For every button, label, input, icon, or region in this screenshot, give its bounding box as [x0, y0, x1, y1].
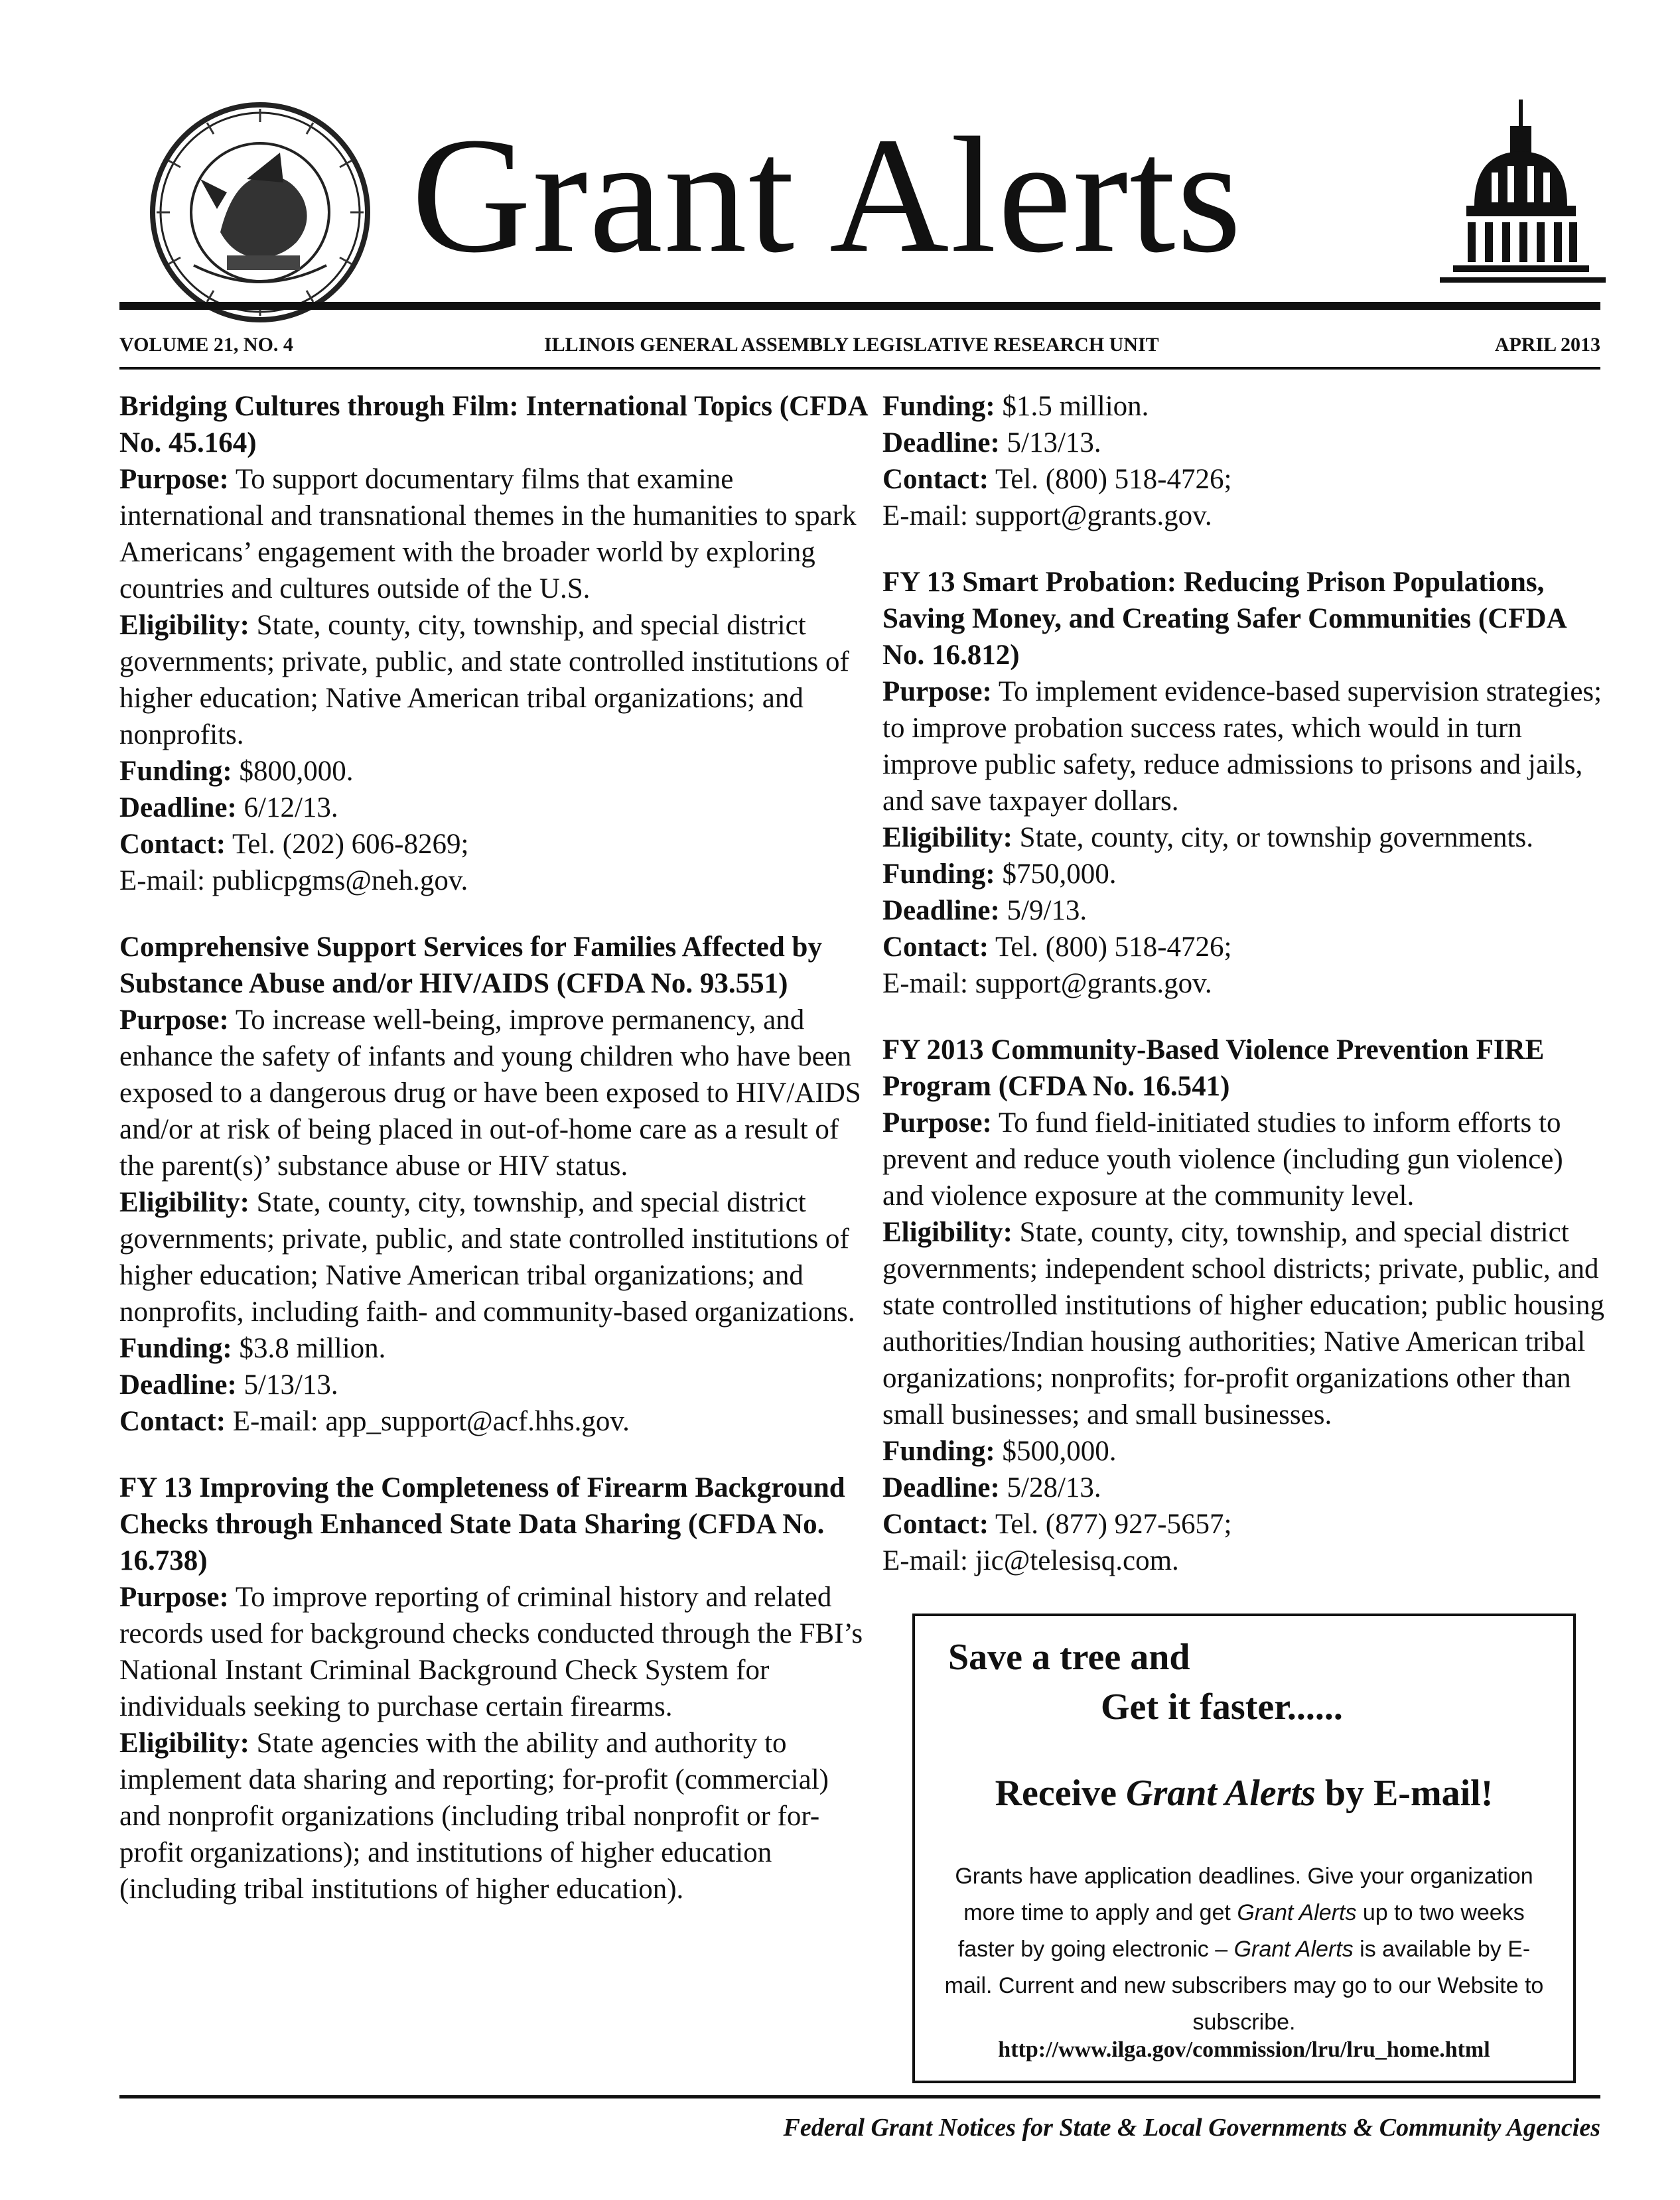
publication-title: Grant Alerts — [411, 103, 1243, 287]
issue-info-bar — [119, 328, 1600, 362]
grant-deadline: Deadline: 5/28/13. — [882, 1472, 1101, 1503]
grant-contact: Contact: Tel. (877) 927-5657; — [882, 1509, 1232, 1540]
grant-funding: Funding: $1.5 million. — [882, 391, 1149, 422]
volume-number: VOLUME 21, NO. 4 — [119, 334, 293, 356]
grant-title: FY 13 Smart Probation: Reducing Prison Populations, Saving Money, and Creating Safer Communities (CFDA No. 16.812) — [882, 567, 1566, 671]
grant-eligibility: Eligibility: State, county, city, or township governments. — [882, 822, 1533, 853]
grant-contact: Contact: Tel. (800) 518-4726; — [882, 931, 1232, 963]
state-seal-icon — [147, 100, 373, 325]
grant-eligibility: Eligibility: State, county, city, township, and special district governments; private, public, and state controlled institutions of higher education; Native American tribal organizations; and nonprofits, including faith- and community-based organizations. — [119, 1187, 855, 1328]
promo-line-2: Get it faster...... — [1101, 1686, 1343, 1728]
grant-deadline: Deadline: 5/9/13. — [882, 895, 1087, 926]
grant-deadline: Deadline: 5/13/13. — [119, 1369, 338, 1401]
grant-contact: Contact: E-mail: app_support@acf.hhs.gov. — [119, 1406, 630, 1437]
grant-funding: Funding: $500,000. — [882, 1436, 1117, 1467]
grant-title: FY 2013 Community-Based Violence Prevention FIRE Program (CFDA No. 16.541) — [882, 1034, 1545, 1102]
grant-entry-continued — [882, 388, 1609, 534]
footer-rule — [119, 2095, 1600, 2098]
grant-eligibility: Eligibility: State, county, city, township, and special district governments; independent school districts; private, public, and state controlled institutions of higher education; public housing authorities/Indian housing authorities; Native American tribal organizations; nonprofits; for-profit organizations other than small businesses; and small businesses. — [882, 1217, 1604, 1430]
issue-date: APRIL 2013 — [1494, 334, 1600, 356]
promo-headline: Receive Grant Alerts by E-mail! — [995, 1773, 1494, 1814]
grant-contact: Contact: Tel. (202) 606-8269; — [119, 829, 469, 860]
grant-email: E-mail: support@grants.gov. — [882, 968, 1212, 999]
grant-title: Bridging Cultures through Film: International Topics (CFDA No. 45.164) — [119, 391, 867, 458]
grant-eligibility: Eligibility: State, county, city, township, and special district governments; private, public, and state controlled institutions of higher education; Native American tribal organizations; and nonprofits. — [119, 610, 849, 750]
grant-funding: Funding: $750,000. — [882, 859, 1117, 890]
grant-contact: Contact: Tel. (800) 518-4726; — [882, 464, 1232, 495]
promo-body: Grants have application deadlines. Give your organization more time to apply and get Grant Alerts up to two weeks faster by going electronic – Grant Alerts is available by E-mail. Current and new subscribers may go to our Website to subscribe. — [944, 1864, 1544, 2035]
grant-entry — [119, 929, 873, 1440]
grant-entry — [119, 1470, 873, 1907]
grant-entry — [119, 388, 873, 899]
grant-entry — [882, 1032, 1609, 1579]
publisher-name: ILLINOIS GENERAL ASSEMBLY LEGISLATIVE RESEARCH UNIT — [544, 334, 1159, 356]
masthead — [0, 0, 1680, 312]
grant-deadline: Deadline: 6/12/13. — [119, 792, 338, 823]
grant-purpose: Purpose: To improve reporting of criminal history and related records used for background checks conducted through the FBI’s National Instant Criminal Background Check System for individuals seeking to purchase certain firearms. — [119, 1582, 863, 1722]
masthead-rule-top — [119, 302, 1600, 310]
grant-deadline: Deadline: 5/13/13. — [882, 427, 1101, 458]
grant-email: E-mail: publicpgms@neh.gov. — [119, 865, 468, 896]
masthead-rule-bottom — [119, 367, 1600, 370]
right-column — [882, 388, 1609, 1609]
promo-line-1: Save a tree and — [948, 1637, 1190, 1678]
grant-title: Comprehensive Support Services for Families Affected by Substance Abuse and/or HIV/AIDS (CFDA No. 93.551) — [119, 931, 822, 999]
grant-funding: Funding: $3.8 million. — [119, 1333, 386, 1364]
capitol-dome-icon — [1433, 100, 1609, 292]
left-column — [119, 388, 873, 1937]
grant-title: FY 13 Improving the Completeness of Firearm Background Checks through Enhanced State Data Sharing (CFDA No. 16.738) — [119, 1472, 845, 1576]
grant-purpose: Purpose: To fund field-initiated studies to inform efforts to prevent and reduce youth violence (including gun violence) and violence exposure at the community level. — [882, 1107, 1563, 1211]
grant-funding: Funding: $800,000. — [119, 756, 354, 787]
grant-purpose: Purpose: To increase well-being, improve permanency, and enhance the safety of infants and young children who have been exposed to a dangerous drug or have been exposed to HIV/AIDS and/or at risk of being placed in out-of-home care as a result of the parent(s)’ substance abuse or HIV status. — [119, 1004, 861, 1182]
grant-purpose: Purpose: To implement evidence-based supervision strategies; to improve probation success rates, which would in turn improve public safety, reduce admissions to prisons and jails, and save taxpayer dollars. — [882, 676, 1602, 817]
grant-eligibility: Eligibility: State agencies with the ability and authority to implement data sharing and reporting; for-profit (commercial) and nonprofit organizations (including tribal nonprofit or for-profit organizations); and institutions of higher education (including tribal institutions of higher education). — [119, 1728, 829, 1905]
grant-entry — [882, 564, 1609, 1002]
grant-email: E-mail: jic@telesisq.com. — [882, 1545, 1179, 1576]
email-subscription-box — [912, 1614, 1576, 2083]
grant-purpose: Purpose: To support documentary films that examine international and transnational themes in the humanities to spark Americans’ engagement with the broader world by exploring countries and cultures outside of the U.S. — [119, 464, 857, 604]
subscribe-link[interactable]: http://www.ilga.gov/commission/lru/lru_home.html — [998, 2037, 1490, 2062]
grant-email: E-mail: support@grants.gov. — [882, 500, 1212, 531]
footer-tagline: Federal Grant Notices for State & Local Governments & Community Agencies — [783, 2114, 1600, 2142]
